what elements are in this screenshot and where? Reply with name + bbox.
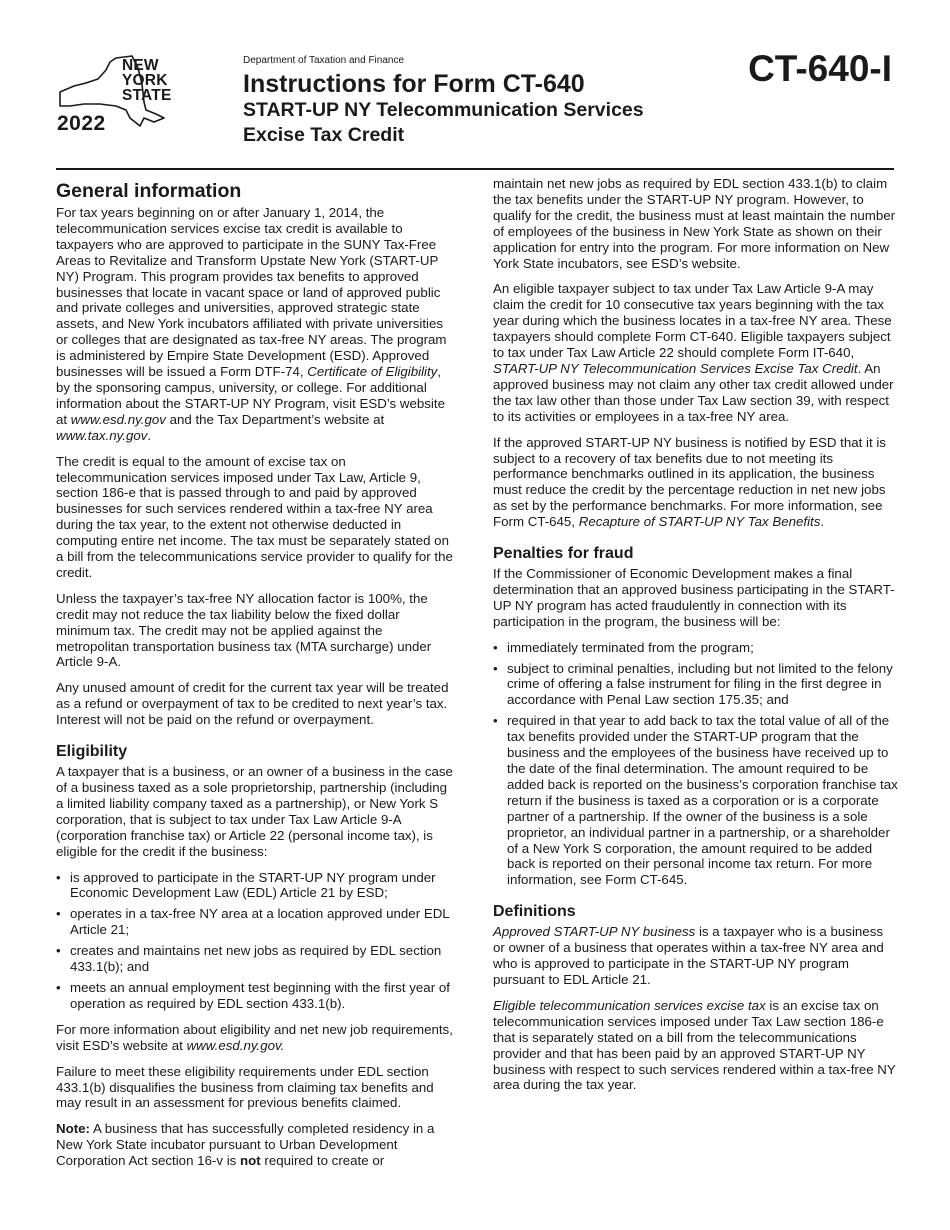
form-number: CT-640-I bbox=[748, 48, 892, 89]
page-title: Instructions for Form CT-640 bbox=[243, 70, 585, 98]
definition-term: Approved START-UP NY business bbox=[493, 924, 696, 940]
subtitle-line-2: Excise Tax Credit bbox=[243, 124, 405, 146]
right-column bbox=[493, 176, 898, 1103]
list-item: • subject to criminal penalties, including but not limited to the felony crime of offering a false instrument for filing in the first degree in accordance with Penal Law section 175.35; and bbox=[493, 661, 898, 709]
tax-website-link[interactable]: www.tax.ny.gov bbox=[56, 427, 148, 443]
certificate-of-eligibility-title: Certificate of Eligibility bbox=[307, 364, 438, 380]
left-column bbox=[56, 176, 456, 1179]
eligibility-heading: Eligibility bbox=[56, 743, 128, 761]
header-divider bbox=[56, 168, 894, 170]
list-item: • creates and maintains net new jobs as required by EDL section 433.1(b); and bbox=[56, 943, 456, 975]
list-item: • operates in a tax-free NY area at a location approved under EDL Article 21; bbox=[56, 906, 456, 938]
logo-line-york: YORK bbox=[122, 72, 168, 89]
eligibility-note: Note: A business that has successfully completed residency in a New York State incubator pursuant to Urban Development Corporation Act section 16-v is not required to create or bbox=[56, 1121, 435, 1169]
eligibility-note-continued: maintain net new jobs as required by EDL section 433.1(b) to claim the tax benefits under the START-UP NY program. However, to qualify for the credit, the business must at least maintain the number of employees of the business in New York State as shown on their application for entry into the program. For more information on New York State incubators, see ESD’s website. bbox=[493, 176, 896, 271]
definitions-heading: Definitions bbox=[493, 903, 576, 921]
eligibility-more-info: For more information about eligibility and net new job requirements, visit ESD’s website at www.esd.ny.gov. bbox=[56, 1021, 453, 1053]
tax-year: 2022 bbox=[57, 112, 106, 135]
logo-line-new: NEW bbox=[122, 57, 159, 74]
eligibility-list bbox=[56, 870, 456, 1012]
list-item: • is approved to participate in the START-UP NY program under Economic Development Law (EDL) Article 21 by ESD; bbox=[56, 870, 456, 902]
department-name: Department of Taxation and Finance bbox=[243, 55, 405, 66]
definition-approved-business: Approved START-UP NY business is a taxpayer who is a business or owner of a business that operates within a tax-free NY area and who is approved to participate in the START-UP NY program pursuant to EDL Article 21. bbox=[493, 924, 884, 987]
penalties-heading: Penalties for fraud bbox=[493, 545, 634, 563]
nys-logo bbox=[56, 52, 186, 136]
general-information-heading: General information bbox=[56, 180, 242, 202]
logo-text bbox=[122, 58, 172, 103]
general-paragraph-2: The credit is equal to the amount of excise tax on telecommunication services imposed under Tax Law, Article 9, section 186-e that is passed through to and paid by approved businesses for such services rendered within a tax-free NY area during the tax year, to the extent not otherwise deducted in computing entire net income. The tax must be separately stated on a bill from the telecommunications service provider to qualify for the credit. bbox=[56, 453, 453, 580]
esd-website-link[interactable]: www.esd.ny.gov. bbox=[186, 1037, 285, 1053]
definition-term: Eligible telecommunication services excise tax bbox=[493, 997, 766, 1013]
eligibility-failure: Failure to meet these eligibility requirements under EDL section 433.1(b) disqualifies the business from claiming tax benefits and may result in an assessment for previous benefits claimed. bbox=[56, 1063, 434, 1111]
list-item: • meets an annual employment test beginning with the first year of operation as required by EDL section 433.1(b). bbox=[56, 980, 456, 1012]
page-header bbox=[0, 0, 950, 170]
list-item: • required in that year to add back to tax the total value of all of the tax benefits provided under the START-UP program that the business and the employees of the business have received up to the date of the final determination. The amount required to be added back is reported on the business’s corporation franchise tax return if the business is taxed as a corporation or is a corporate partner of a partnership. If the owner of the business is a sole proprietor, an individual partner in a partnership, or a shareholder of a New York S corporation, the amount required to be added back is reported on their personal income tax return. For more information, see Form CT-645. bbox=[493, 713, 898, 888]
form-ct-645-title: Recapture of START-UP NY Tax Benefits bbox=[578, 514, 821, 530]
general-paragraph-3: Unless the taxpayer’s tax-free NY allocation factor is 100%, the credit may not reduce the tax liability below the fixed dollar minimum tax. The credit may not be applied against the metropolitan transportation business tax (MTA surcharge) under Article 9-A. bbox=[56, 590, 432, 670]
logo-line-state: STATE bbox=[122, 87, 172, 104]
page-subtitle bbox=[243, 98, 644, 148]
general-paragraph-1: For tax years beginning on or after January 1, 2014, the telecommunication services excise tax credit is available to taxpayers who are approved to participate in the SUNY Tax-Free Areas to Revitalize and Transform Upstate New York (START-UP NY) Program. This program provides tax benefits to approved businesses that locate in vacant space or land of approved public and private colleges and universities, approved strategic state assets, and New York incubators affiliated with private universities or colleges that are designated as tax-free NY areas. The program is administered by Empire State Development (ESD). Approved businesses will be issued a Form DTF-74, Certificate of Eligibility, by the sponsoring campus, university, or college. For additional information about the START-UP NY Program, visit ESD’s website at www.esd.ny.gov and the Tax Department’s website at www.tax.ny.gov. bbox=[56, 205, 447, 443]
esd-website-link[interactable]: www.esd.ny.gov bbox=[70, 411, 166, 427]
eligibility-article-paragraph: An eligible taxpayer subject to tax under Tax Law Article 9-A may claim the credit for 10 consecutive tax years beginning with the tax year during which the business locates in a tax-free NY area. These taxpayers should complete Form CT-640. Eligible taxpayers subject to tax under Tax Law Article 22 should complete Form IT-640, START-UP NY Telecommunication Services Excise Tax Credit. An approved business may not claim any other tax credit allowed under the tax law other than those under Tax Law section 39, with respect to its activities or employees in a tax-free NY area. bbox=[493, 281, 894, 424]
general-paragraph-4: Any unused amount of credit for the current tax year will be treated as a refund or overpayment of tax to be credited to next year’s tax. Interest will not be paid on the refund or overpayment. bbox=[56, 680, 449, 728]
penalties-intro: If the Commissioner of Economic Development makes a final determination that an approved business participating in the START-UP NY program has acted fraudulently in connection with its participation in the program, the business will be: bbox=[493, 566, 895, 629]
note-label: Note: bbox=[56, 1121, 90, 1137]
form-it-640-title: START-UP NY Telecommunication Services Excise Tax Credit bbox=[493, 360, 858, 376]
definition-eligible-tax: Eligible telecommunication services excise tax is an excise tax on telecommunication services imposed under Tax Law section 186-e that is separately stated on a bill from the telecommunications provider and that has been paid by an approved START-UP NY business with respect to such services rendered within a tax-free NY area during the tax year. bbox=[493, 997, 896, 1093]
eligibility-intro: A taxpayer that is a business, or an owner of a business in the case of a business taxed as a sole proprietorship, partnership (including a limited liability company taxed as a partnership), or New York S corporation, that is subject to tax under Tax Law Article 9-A (corporation franchise tax) or Article 22 (personal income tax), is eligible for the credit if the business: bbox=[56, 764, 453, 859]
list-item: • immediately terminated from the program; bbox=[493, 640, 898, 656]
eligibility-recapture-paragraph: If the approved START-UP NY business is notified by ESD that it is subject to a recovery of tax benefits due to not meeting its performance benchmarks outlined in its application, the business must reduce the credit by the percentage reduction in net new jobs as set by the performance benchmarks. For more information, see Form CT-645, Recapture of START-UP NY Tax Benefits. bbox=[493, 434, 886, 530]
penalties-list bbox=[493, 640, 898, 889]
subtitle-line-1: START-UP NY Telecommunication Services bbox=[243, 99, 644, 121]
